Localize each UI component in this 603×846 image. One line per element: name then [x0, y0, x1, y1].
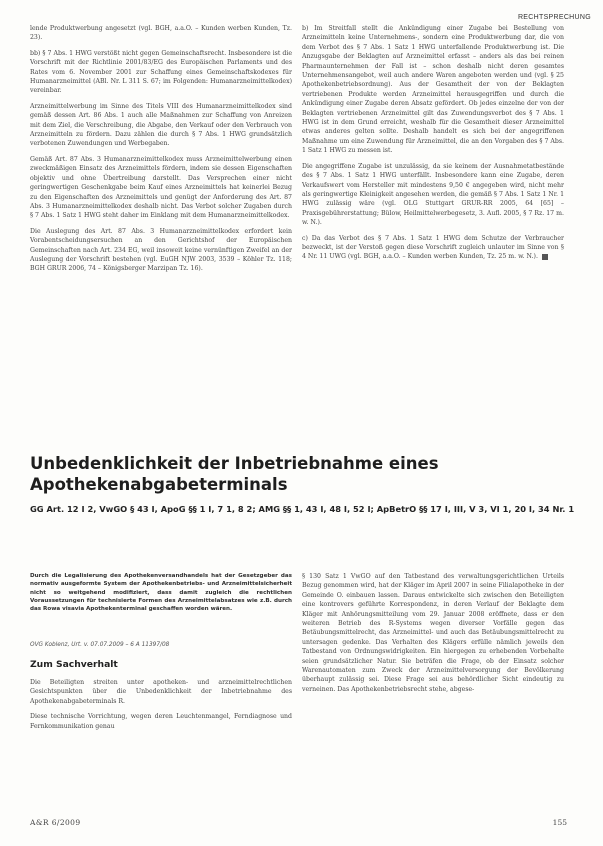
page-number: 155	[552, 818, 567, 827]
paragraph: § 130 Satz 1 VwGO auf den Tatbestand des verwaltungsgerichtlichen Urteils Bezug genommen wird, hat der Kläger im April 2007 in seine Filialapotheke in der Gemeinde O. einbauen lassen. Daraus entwickelte sich zwischen den Beteiligten eine kontrovers geführte Korrespondenz, in deren Verlauf der Beklagte dem Kläger mit Anhörungsmitteilung vom 29. Januar 2008 eröffnete, dass er den weiteren Betrieb des R-Systems wegen diverser Vorfälle gegen das Betäubungsmittelrecht, das Arzneimittel- und auch das Betäubungsmittelrecht zu untersagen gedenke. Das Verhalten des Klägers erfülle nämlich jeweils den Tatbestand von Ordnungswidrigkeiten. Ein hiergegen zu erhebenden Vorbehalte seien grundsätzlicher Natur. Sie beträfen die Frage, ob der Einsatz solcher Warenautomaten zum Zweck der Arzneimittelversorgung der Bevölkerung überhaupt zulässig sei. Diese Frage sei aus behördlicher Sicht eindeutig zu verneinen. Das Apothekenbetriebsrecht stehe, abgese-	[302, 573, 564, 693]
left-column	[30, 24, 292, 280]
norm-references: GG Art. 12 I 2, VwGO § 43 I, ApoG §§ 1 I, 7 1, 8 2; AMG §§ 1, 43 I, 48 I, 52 I; ApBetrO §§ 17 I, III, V 3, VI 1, 20 I, 34 Nr. 1	[30, 504, 575, 514]
paragraph: Diese technische Vorrichtung, wegen deren Leuchtenmangel, Ferndiagnose und Fernkommunikation genau	[30, 713, 292, 730]
paragraph: Die Beteiligten streiten unter apotheken- und arzneimittelrechtlichen Gesichtspunkten über die Unbedenklichkeit der Inbetriebnahme des Apothekenabgabeterminals R.	[30, 679, 292, 705]
paragraph: b) Im Streitfall stellt die Ankündigung einer Zugabe bei Bestellung von Arzneimitteln keine Unternehmens-, sondern eine Produktwerbung dar, die von dem Verbot des § 7 Abs. 1 Satz 1 HWG unterfallende Produktwerbung ist. Die Anzugsgabe der Beklagten auf Arzneimittel erfasst – anders als das bei reinen Pharmaunternehmen der Fall ist – schon deshalb nicht deren gesamtes Unternehmensangebot, weil auch andere Waren angeboten werden und (vgl. § 25 Apothekenbetriebsordnung). Aus der Gesamtheit der von der Beklagten vertriebenen Produkte werden Arzneimittel herausgegriffen und durch die Ankündigung einer Zugabe deren Absatz gefördert. Ob jedes einzelne der von der Beklagten vertriebenen Arzneimittel gilt das Zuwendungsverbot des § 7 Abs. 1 HWG ist in dem Grund erreicht, weshalb für die Gesamtheit dieser Arzneimittel etwas anderes gelten sollte. Deshalb handelt es sich bei der angegriffenen Maßnahme um eine Zuwendung für Arzneimittel, die an den Vorgaben des § 7 Abs. 1 Satz 1 HWG zu messen ist.	[302, 25, 564, 155]
paragraph: lende Produktwerbung angesetzt (vgl. BGH, a.a.O. – Kunden werben Kunden, Tz. 23).	[30, 25, 292, 42]
paragraph: Die Auslegung des Art. 87 Abs. 3 Humanarzneimittelkodex erfordert kein Vorabentscheidungsersuchen an den Gerichtshof der Europäischen Gemeinschaften nach Art. 234 EG, weil insoweit keine vernünftigen Zweifel an der Auslegung der Vorschrift bestehen (vgl. EuGH NJW 2003, 3539 – Köhler Tz. 118; BGH GRUR 2006, 74 – Königsberger Marzipan Tz. 16).	[30, 227, 292, 273]
running-head: RECHTSPRECHUNG	[517, 14, 591, 21]
article-title: Unbedenklichkeit der Inbetriebnahme eines Apothekenabgabeterminals	[30, 454, 439, 494]
paragraph: Gemäß Art. 87 Abs. 3 Humanarzneimittelkodex muss Arzneimittelwerbung einen zweckmäßigen Einsatz des Arzneimittels fördern, indem sie dessen Eigenschaften objektiv und ohne Übertreibung darstellt. Das Versprechen einer nicht geringwertigen Geschenkgabe beim Kauf eines Arzneimittels hat keinerlei Bezug zu den Eigenschaften des Arzneimittels und genügt der Anforderung des Art. 87 Abs. 3 Humanarzneimittelkodex deshalb nicht. Das Verbot solcher Zugaben durch § 7 Abs. 1 Satz 1 HWG steht daher im Einklang mit dem Humanarzneimittelkodex.	[30, 155, 292, 220]
paragraph	[302, 234, 564, 262]
journal-issue: A&R 6/2009	[30, 818, 81, 827]
paragraph: Die angegriffene Zugabe ist unzulässig, da sie keinem der Ausnahmetatbestände des § 7 Abs. 1 Satz 1 HWG unterfällt. Insbesondere kann eine Zugabe, deren Verkaufswert vom Hersteller mit mindestens 9,50 € angegeben wird, nicht mehr als geringwertige Kleinigkeit angesehen werden, die gemäß § 7 Abs. 1 Satz 1 Nr. 1 HWG zulässig wäre (vgl. OLG Stuttgart GRUR-RR 2005, 64 [65] – Praxisgebührerstattung; Bülow, Heilmittelwerbegesetz, 3. Aufl. 2005, § 7 Rz. 17 m. w. N.).	[302, 162, 564, 227]
section-heading: Zum Sachverhalt	[30, 659, 118, 670]
paragraph: Arzneimittelwerbung im Sinne des Titels VIII des Humanarzneimittelkodex sind gemäß dessen Art. 86 Abs. 1 auch alle Maßnahmen zur Schaffung von Anreizen mit dem Ziel, die Verschreibung, die Abgabe, den Verkauf oder den Verbrauch von Arzneimitteln zu fördern. Dazu zählen die durch § 7 Abs. 1 HWG grundsätzlich verbotenen Zuwendungen und Werbegaben.	[30, 102, 292, 148]
facts-column-right	[302, 572, 564, 700]
end-of-article-icon	[542, 254, 548, 260]
facts-column-left	[30, 678, 292, 737]
right-column	[302, 24, 564, 268]
paragraph-text: c) Da das Verbot des § 7 Abs. 1 Satz 1 HWG dem Schutze der Verbraucher bezweckt, ist der Verstoß gegen diese Vorschrift zugleich unlauter im Sinne von § 4 Nr. 11 UWG (vgl. BGH, a.a.O. – Kunden werben Kunden, Tz. 25 m. w. N.).	[302, 234, 564, 261]
headnote: Durch die Legalisierung des Apothekenversandhandels hat der Gesetzgeber das normativ ausgeformte System der Apothekenbetriebs- und Arzneimittelsicherheit nicht so weitgehend modifiziert, dass damit zugleich die rechtlichen Voraussetzungen für technisierte Formen des Arzneimittelabsatzes wie z.B. durch das Rowa visavia Apothekenterminal geschaffen worden wären.	[30, 573, 292, 613]
paragraph: bb) § 7 Abs. 1 HWG verstößt nicht gegen Gemeinschaftsrecht. Insbesondere ist die Vorschrift mit der Richtlinie 2001/83/EG des Europäischen Parlaments und des Rates vom 6. November 2001 zur Schaffung eines Gemeinschaftskodexes für Humanarzneimittel (ABl. Nr. L 311 S. 67; im Folgenden: Humanarzneimittelkodex) vereinbar.	[30, 49, 292, 95]
court-citation: OVG Koblenz, Urt. v. 07.07.2009 – 6 A 11397/08	[30, 642, 170, 648]
